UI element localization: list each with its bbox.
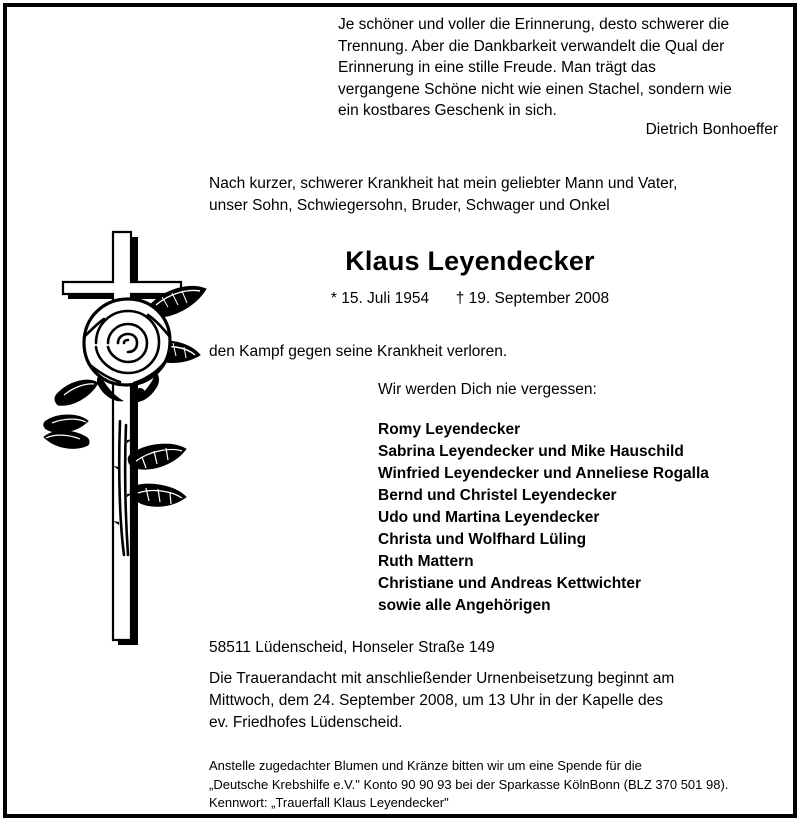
quote-attribution: Dietrich Bonhoeffer (645, 121, 778, 138)
quote-line: Erinnerung in eine stille Freude. Man trägt das (338, 59, 656, 76)
quote-line: Je schöner und voller die Erinnerung, desto schwerer die (338, 16, 730, 33)
lost-fight-text: den Kampf gegen seine Krankheit verloren. (209, 343, 508, 360)
donation-line: Anstelle zugedachter Blumen und Kränze bitten wir um eine Spende für die (209, 758, 642, 773)
death-date: 19. September 2008 (468, 290, 610, 307)
birth-date: 15. Juli 1954 (341, 290, 430, 307)
address-line: 58511 Lüdenscheid, Honseler Straße 149 (209, 639, 495, 656)
service-line: Mittwoch, dem 24. September 2008, um 13 Uhr in der Kapelle des (209, 692, 664, 709)
death-symbol: † (455, 290, 465, 307)
service-line: ev. Friedhofes Lüdenscheid. (209, 714, 403, 731)
quote-line: ein kostbares Geschenk in sich. (338, 102, 557, 119)
survivors-list (378, 419, 709, 617)
survivor-line: Udo und Martina Leyendecker (378, 509, 600, 526)
remembrance-text: Wir werden Dich nie vergessen: (378, 381, 597, 398)
survivor-line: Sabrina Leyendecker und Mike Hauschild (378, 443, 684, 460)
survivor-line: sowie alle Angehörigen (378, 597, 551, 614)
survivor-line: Christa und Wolfhard Lüling (378, 531, 587, 548)
cross-with-rose-icon (40, 225, 215, 655)
survivor-line: Romy Leyendecker (378, 421, 521, 438)
quote-line: Trennung. Aber die Dankbarkeit verwandelt die Qual der (338, 37, 725, 55)
donation-line: Kennwort: „Trauerfall Klaus Leyendecker" (209, 795, 449, 810)
birth-symbol: * (330, 290, 337, 307)
survivor-line: Winfried Leyendecker und Anneliese Rogalla (378, 465, 709, 482)
donation-line: „Deutsche Krebshilfe e.V." Konto 90 90 93 bei der Sparkasse KölnBonn (BLZ 370 501 98). (209, 776, 729, 792)
memorial-quote (338, 14, 778, 122)
intro-line: unser Sohn, Schwiegersohn, Bruder, Schwager und Onkel (209, 197, 610, 214)
service-details (209, 668, 789, 734)
survivor-line: Christiane und Andreas Kettwichter (378, 575, 641, 592)
intro-paragraph (209, 173, 789, 217)
intro-line: Nach kurzer, schwerer Krankheit hat mein geliebter Mann und Vater, (209, 175, 678, 192)
life-dates (209, 290, 731, 308)
quote-line: vergangene Schöne nicht wie einen Stachel, sondern wie (338, 80, 732, 98)
service-line: Die Trauerandacht mit anschließender Urnenbeisetzung beginnt am (209, 670, 675, 687)
donation-request (209, 757, 789, 813)
survivor-line: Ruth Mattern (378, 553, 474, 570)
survivor-line: Bernd und Christel Leyendecker (378, 487, 617, 504)
deceased-name: Klaus Leyendecker (345, 246, 595, 276)
